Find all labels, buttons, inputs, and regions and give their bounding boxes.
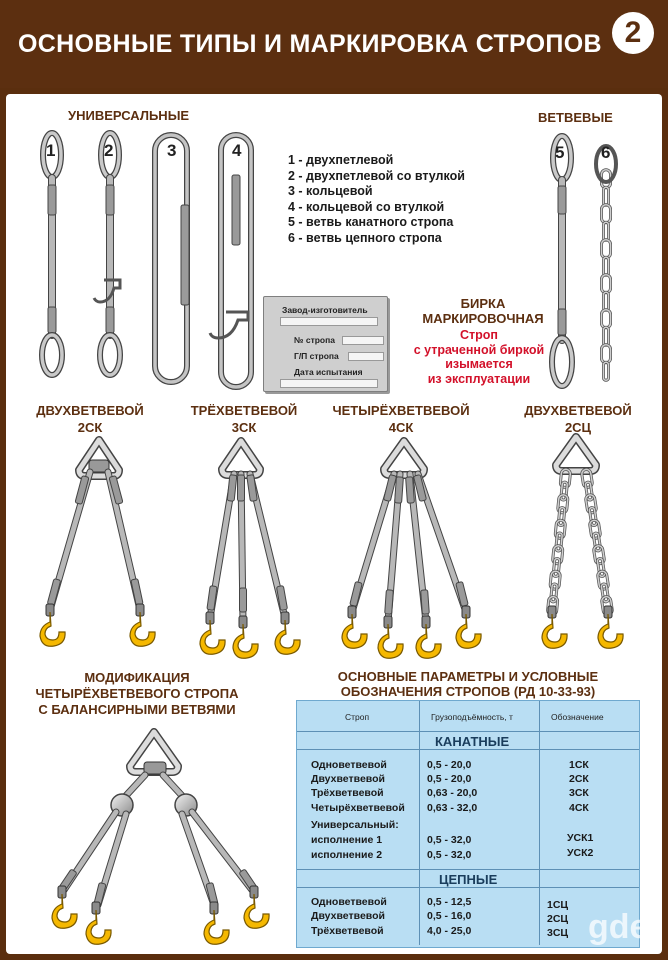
table-cell: Трёхветвевой — [311, 787, 384, 799]
tag-field-box — [342, 336, 384, 345]
chain-link — [604, 257, 609, 275]
params-heading — [296, 669, 640, 699]
table-divider — [297, 749, 639, 750]
sleeve — [395, 477, 404, 503]
crane-hook — [416, 624, 441, 658]
tag-field-label: Дата испытания — [294, 367, 363, 377]
sleeve — [406, 477, 415, 503]
table-cell: Универсальный: — [311, 819, 399, 831]
tag-warning-text — [394, 328, 564, 386]
tag-field-label: Завод-изготовитель — [282, 305, 368, 315]
table-cell: УСК1 — [567, 832, 594, 844]
column-header: Обозначение — [551, 712, 604, 722]
ring-sling — [221, 135, 251, 387]
sleeve — [207, 586, 217, 611]
modification-line: МОДИФИКАЦИЯ — [84, 670, 190, 685]
sling-number-6: 6 — [601, 143, 611, 162]
table-cell: 0,5 - 12,5 — [427, 896, 472, 908]
table-divider — [297, 731, 639, 732]
sleeve — [240, 588, 247, 612]
sleeve — [48, 185, 56, 215]
multi-sling-name: ДВУХВЕТВЕВОЙ — [524, 403, 632, 418]
multi-leg-slings-drawing — [40, 437, 623, 658]
tag-heading-line: БИРКА — [460, 296, 506, 311]
sleeve — [385, 590, 394, 614]
chain-link — [604, 187, 609, 205]
column-header: Строп — [345, 712, 370, 722]
table-divider — [419, 701, 420, 945]
table-cell: 3СК — [569, 787, 589, 799]
sling-number-3: 3 — [167, 141, 177, 160]
sling-number-4: 4 — [232, 141, 242, 160]
crane-hook — [86, 910, 111, 944]
sleeve — [106, 185, 114, 215]
rope-section-label: КАНАТНЫЕ — [435, 734, 510, 749]
watermark: gde — [588, 908, 649, 946]
tag-heading-line: МАРКИРОВОЧНАЯ — [422, 311, 544, 326]
chain-link — [604, 222, 609, 240]
table-cell: 4СК — [569, 802, 589, 814]
table-cell: 4,0 - 25,0 — [427, 925, 472, 937]
multi-sling-code: 2СК — [77, 420, 103, 435]
table-cell: 0,5 - 32,0 — [427, 849, 472, 861]
tag-field-box — [348, 352, 384, 361]
table-cell: Четырёхветвевой — [311, 802, 405, 814]
params-heading-line: ОБОЗНАЧЕНИЯ СТРОПОВ (РД 10-33-93) — [340, 684, 596, 699]
chain-link — [602, 240, 611, 258]
marking-tag — [263, 296, 388, 392]
bushing-hook — [210, 312, 248, 338]
tag-heading — [408, 296, 558, 326]
legend-item: 3 - кольцевой — [288, 184, 373, 198]
multi-sling-title — [508, 402, 648, 436]
page-title: ОСНОВНЫЕ ТИПЫ И МАРКИРОВКА СТРОПОВ — [18, 30, 602, 58]
table-cell: исполнение 1 — [311, 834, 383, 846]
tag-warning-line: с утраченной биркой — [413, 342, 545, 357]
column-header: Грузоподъёмность, т — [431, 712, 513, 722]
table-cell: 0,63 - 20,0 — [427, 787, 478, 799]
sleeve — [558, 186, 566, 214]
legend-item: 4 - кольцевой со втулкой — [288, 199, 445, 214]
crane-hook — [233, 624, 258, 658]
crane-hook — [244, 894, 269, 928]
sleeve — [181, 205, 189, 305]
chain-section-label: ЦЕПНЫЕ — [439, 872, 498, 887]
chain-link — [602, 205, 611, 223]
legend-item: 2 - двухпетлевой со втулкой — [288, 168, 465, 183]
table-divider — [297, 887, 639, 888]
tag-warning-line: из эксплуатации — [427, 371, 531, 386]
crane-hook — [378, 624, 403, 658]
modification-line: С БАЛАНСИРНЫМИ ВЕТВЯМИ — [38, 702, 236, 717]
table-cell: 0,5 - 20,0 — [427, 759, 472, 771]
crane-hook — [598, 614, 623, 648]
table-cell: 3СЦ — [547, 927, 569, 939]
table-cell: 1СЦ — [547, 899, 569, 911]
table-cell: Двухветвевой — [311, 910, 385, 922]
tag-field-label: Г/П стропа — [294, 351, 339, 361]
sling-number-5: 5 — [555, 143, 565, 162]
universal-slings-drawing — [42, 133, 251, 387]
crane-hook — [200, 620, 225, 654]
sleeve — [421, 590, 430, 614]
table-cell: Одноветвевой — [311, 896, 387, 908]
table-cell: 1СК — [569, 759, 589, 771]
ring-sling — [221, 135, 251, 387]
sleeve — [238, 475, 245, 501]
table-cell: Трёхветвевой — [311, 925, 384, 937]
table-cell: 0,5 - 20,0 — [427, 773, 472, 785]
crane-hook — [130, 612, 155, 646]
multi-sling-name: ТРЁХВЕТВЕВОЙ — [190, 403, 298, 418]
chain-link — [602, 310, 611, 328]
sling-number-2: 2 — [104, 141, 114, 160]
table-cell: Двухветвевой — [311, 773, 385, 785]
table-cell: исполнение 2 — [311, 849, 383, 861]
table-cell: 0,5 - 32,0 — [427, 834, 472, 846]
sling-number-1: 1 — [46, 141, 56, 160]
sleeve — [48, 307, 56, 333]
section-branch-title: ВЕТВЕВЫЕ — [538, 110, 613, 125]
crane-hook — [456, 614, 481, 648]
crane-hook — [40, 612, 65, 646]
legend-item: 1 - двухпетлевой — [288, 153, 394, 167]
crane-hook — [275, 620, 300, 654]
params-heading-line: ОСНОВНЫЕ ПАРАМЕТРЫ И УСЛОВНЫЕ — [337, 669, 599, 684]
crane-hook — [542, 614, 567, 648]
balancer-sling-drawing — [52, 732, 269, 944]
tag-warning-line: изымается — [445, 357, 513, 371]
table-divider — [539, 701, 540, 945]
tag-field-box — [280, 379, 378, 388]
legend-item: 6 - ветвь цепного стропа — [288, 230, 442, 245]
crane-hook — [204, 910, 229, 944]
table-cell: 0,5 - 16,0 — [427, 910, 472, 922]
multi-sling-title — [174, 402, 314, 436]
crane-hook — [52, 894, 77, 928]
tag-field-label: № стропа — [294, 335, 335, 345]
multi-sling-title — [316, 402, 486, 436]
table-cell: УСК2 — [567, 847, 594, 859]
tag-field-box — [280, 317, 378, 326]
multi-sling-code: 4СК — [388, 420, 414, 435]
chain-link — [604, 362, 609, 380]
crane-hook — [342, 614, 367, 648]
chain-link — [602, 345, 611, 363]
table-cell: 0,63 - 32,0 — [427, 802, 478, 814]
chain-link — [604, 292, 609, 310]
table-divider — [297, 869, 639, 870]
chain-link — [602, 275, 611, 293]
table-cell: 2СЦ — [547, 913, 569, 925]
table-cell: 2СК — [569, 773, 589, 785]
sleeve — [106, 307, 114, 333]
multi-sling-name: ЧЕТЫРЁХВЕТВЕВОЙ — [332, 403, 470, 418]
sleeve — [276, 586, 287, 611]
multi-sling-code: 2СЦ — [564, 420, 592, 435]
multi-sling-title — [20, 402, 160, 436]
tag-warning-line: Строп — [460, 328, 498, 342]
sleeve — [232, 175, 240, 245]
sheet-number-badge: 2 — [612, 12, 654, 54]
sling-type-legend — [288, 153, 465, 246]
chain-link — [604, 327, 609, 345]
multi-sling-code: 3СК — [231, 420, 257, 435]
multi-sling-name: ДВУХВЕТВЕВОЙ — [36, 403, 144, 418]
section-universal-title: УНИВЕРСАЛЬНЫЕ — [68, 108, 190, 123]
table-cell: Одноветвевой — [311, 759, 387, 771]
legend-item: 5 - ветвь канатного стропа — [288, 215, 454, 229]
modification-line: ЧЕТЫРЁХВЕТВЕВОГО СТРОПА — [35, 686, 239, 701]
modification-title — [22, 670, 252, 718]
